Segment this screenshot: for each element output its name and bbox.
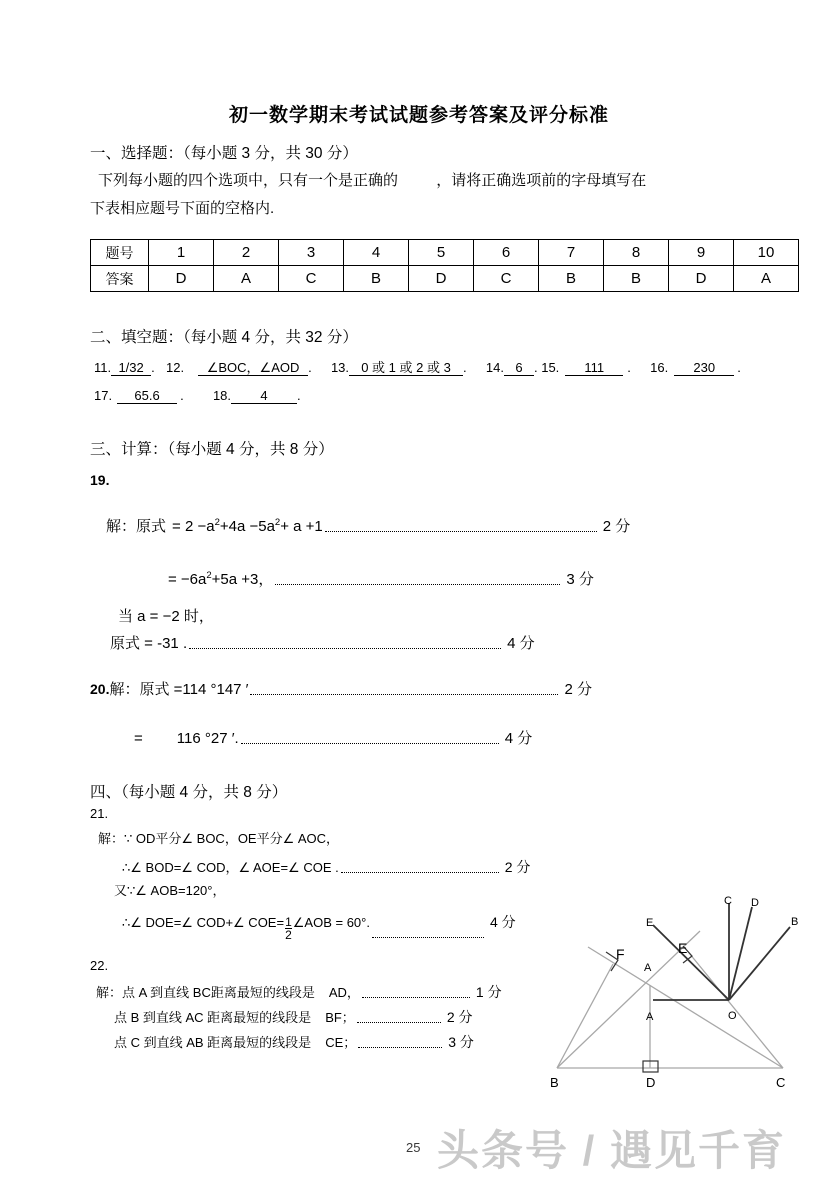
question-19-line-2	[168, 568, 594, 589]
dotted-leader	[241, 736, 499, 744]
q20-score-line-1: 2 分	[564, 681, 592, 698]
table-cell: B	[604, 266, 669, 292]
q19-expr-part-b: +4a −5a	[219, 518, 275, 535]
label-angle-o: O	[728, 1010, 737, 1022]
q19-exponent-b: 2	[274, 517, 281, 528]
q19-expr-part-a: = 2 −a	[172, 518, 215, 535]
q20-solution-line-1: 解：原式 =114 °147 ′	[109, 681, 249, 698]
figure-label-group	[550, 895, 798, 1090]
dotted-leader	[357, 1015, 441, 1023]
table-cell: A	[734, 266, 799, 292]
fill-item-17-label: 17.	[94, 388, 113, 403]
table-cell: B	[344, 266, 409, 292]
q20-final-value: 116 °27 ′.	[176, 730, 239, 747]
q19-expression-1	[172, 517, 323, 535]
section-1-instruction-line-2: 下表相应题号下面的空格内.	[90, 200, 275, 217]
fill-item-15-value: 111	[565, 361, 623, 376]
q22-score-3: 3 分	[448, 1034, 474, 1050]
dotted-leader	[372, 930, 484, 938]
table-row-answers	[91, 266, 799, 292]
fill-item-18-label: 18.	[212, 388, 232, 403]
table-cell: 3	[279, 240, 344, 266]
fraction-one-half	[285, 916, 292, 941]
dotted-leader	[341, 865, 499, 873]
label-triangle-d: D	[646, 1075, 656, 1090]
section-3-heading: 三、计算：（每小题 4 分，共 8 分）	[90, 441, 334, 458]
segment-ca-extended-to-f	[588, 947, 783, 1068]
label-triangle-a-upper: A	[644, 962, 652, 974]
label-triangle-c: C	[776, 1075, 786, 1090]
watermark: 头条号 / 遇见千育	[437, 1127, 787, 1174]
altitude-bf	[557, 964, 613, 1068]
table-cell: B	[539, 266, 604, 292]
table-row-question-numbers	[91, 240, 799, 266]
q22-statement-3: 点 C 到直线 AB 距离最短的线段是	[114, 1035, 312, 1050]
fill-item-14-label: 14.	[485, 360, 504, 375]
fill-item-14-value: 6	[504, 361, 534, 376]
table-cell: 4	[344, 240, 409, 266]
q22-answer-3: CE；	[325, 1035, 357, 1050]
table-cell: D	[669, 266, 734, 292]
question-19-line-4	[110, 632, 535, 653]
q21-conclusion-prefix: ∴∠ DOE=∠ COD+∠ COE=	[122, 915, 285, 930]
label-triangle-e: E	[678, 940, 688, 956]
section-1-instruction-line-1	[98, 172, 646, 191]
label-triangle-a-lower: A	[646, 1011, 654, 1023]
fill-item-15-label: 15.	[541, 360, 560, 375]
section-4-heading: 四、（每小题 4 分，共 8 分）	[90, 784, 288, 801]
question-19-number: 19.	[90, 472, 110, 488]
fraction-denominator: 2	[285, 928, 292, 942]
q19-exponent-a: 2	[214, 517, 220, 528]
fill-item-14-tail: .	[533, 360, 538, 375]
q22-answer-2: BF；	[325, 1010, 355, 1025]
fraction-numerator: 1	[285, 915, 292, 929]
fill-item-12-value: ∠BOC，∠AOD	[198, 361, 308, 376]
table-cell: A	[214, 266, 279, 292]
page-number: 25	[406, 1140, 421, 1155]
question-22-number: 22.	[90, 958, 109, 973]
fill-item-15-tail: .	[627, 360, 631, 375]
q22-statement-1: 解：点 A 到直线 BC距离最短的线段是	[96, 985, 315, 1000]
q19-expr2-part-a: = −6a	[168, 571, 207, 588]
label-angle-e: E	[646, 917, 654, 929]
question-19-line-3: 当 a = −2 时，	[118, 608, 214, 625]
fill-item-11-label: 11.	[94, 360, 112, 375]
question-21-number: 21.	[90, 806, 109, 821]
instruction-text-a: 下列每小题的四个选项中，只有一个是正确的	[98, 172, 399, 189]
label-triangle-f: F	[616, 946, 625, 962]
altitude-ce	[685, 948, 783, 1068]
fill-item-13-tail: .	[463, 360, 467, 375]
fill-item-12-label: 12.	[165, 360, 185, 375]
row-header-question: 题号	[91, 240, 149, 266]
table-cell: 7	[539, 240, 604, 266]
question-19-line-1	[106, 515, 630, 536]
table-cell: 8	[604, 240, 669, 266]
fill-in-row-2	[94, 388, 301, 404]
q19-exponent-c: 2	[206, 570, 212, 581]
angle-diagram-group	[653, 903, 790, 1000]
table-cell: D	[409, 266, 474, 292]
fill-item-11-value: 1/32	[111, 361, 151, 376]
question-20-line-1	[90, 678, 592, 699]
q20-score-line-2: 4 分	[504, 730, 533, 747]
q22-score-2: 2 分	[446, 1009, 473, 1025]
q19-expression-2	[168, 568, 273, 589]
q22-score-1: 1 分	[475, 984, 502, 1000]
q22-answer-1: AD，	[328, 985, 360, 1000]
ray-oe	[653, 925, 729, 1000]
fill-item-16-label: 16.	[650, 360, 669, 375]
q19-solution-prefix: 解：原式	[106, 518, 167, 535]
question-21-line-4	[122, 912, 516, 942]
fill-item-13-value: 0 或 1 或 2 或 3	[349, 361, 463, 376]
dotted-leader	[362, 990, 470, 998]
label-triangle-b: B	[550, 1075, 559, 1090]
q21-score-line-4: 4 分	[489, 914, 516, 930]
fill-item-16-tail: .	[737, 360, 741, 375]
fill-item-16-value: 230	[674, 361, 734, 376]
dotted-leader	[189, 641, 501, 649]
fill-item-12-tail: .	[308, 360, 312, 375]
label-angle-b: B	[791, 916, 799, 928]
table-cell: 9	[669, 240, 734, 266]
label-angle-c: C	[724, 895, 732, 907]
geometry-figure	[540, 895, 838, 1110]
instruction-text-b: ，请将正确选项前的字母填写在	[436, 172, 647, 189]
fill-item-18-value: 4	[231, 389, 297, 404]
question-20-number: 20.	[90, 681, 110, 697]
geometry-figure-svg	[540, 895, 838, 1110]
table-cell: 2	[214, 240, 279, 266]
q20-equals-sign: =	[134, 730, 143, 747]
question-22-line-3	[114, 1032, 474, 1052]
row-header-answer: 答案	[91, 266, 149, 292]
q21-conclusion-suffix: ∠AOB = 60°.	[292, 915, 370, 930]
question-21-line-3: 又∵∠ AOB=120°，	[114, 883, 226, 898]
dotted-leader	[358, 1040, 442, 1048]
q22-statement-2: 点 B 到直线 AC 距离最短的线段是	[114, 1010, 312, 1025]
q19-score-line-1: 2 分	[602, 518, 631, 535]
question-22-line-2	[114, 1007, 473, 1027]
table-cell: D	[149, 266, 214, 292]
q19-score-line-2: 3 分	[566, 571, 594, 588]
dotted-leader	[325, 524, 597, 532]
answer-table	[90, 239, 799, 292]
table-cell: 6	[474, 240, 539, 266]
label-angle-d: D	[751, 897, 759, 909]
question-22-line-1	[96, 982, 502, 1002]
dotted-leader	[250, 687, 558, 695]
q19-final-value: 原式 = -31 .	[110, 635, 188, 652]
fill-item-18-tail: .	[297, 388, 301, 403]
section-1-heading: 一、选择题：（每小题 3 分，共 30 分）	[90, 145, 358, 162]
table-cell: 10	[734, 240, 799, 266]
q19-expr2-part-b: +5a +3，	[211, 571, 274, 588]
section-2-heading: 二、填空题：（每小题 4 分，共 32 分）	[90, 329, 358, 346]
question-21-line-2	[122, 857, 530, 877]
fill-item-11-tail: .	[151, 360, 155, 375]
fill-item-13-label: 13.	[330, 360, 350, 375]
fill-item-17-tail: .	[180, 388, 184, 403]
question-21-line-1: 解：∵ OD平分∠ BOC，OE平分∠ AOC，	[98, 831, 340, 846]
dotted-leader	[275, 577, 560, 585]
q21-statement-2: ∴∠ BOD=∠ COD，∠ AOE=∠ COE .	[122, 860, 339, 875]
table-cell: 1	[149, 240, 214, 266]
table-cell: C	[279, 266, 344, 292]
q19-expr-part-c: + a +1	[280, 518, 323, 535]
page-title: 初一数学期末考试试题参考答案及评分标准	[228, 105, 609, 126]
fill-item-17-value: 65.6	[117, 389, 177, 404]
table-cell: C	[474, 266, 539, 292]
q19-score-line-4: 4 分	[507, 635, 535, 652]
q21-score-line-2: 2 分	[504, 859, 531, 875]
fill-in-row-1	[94, 360, 741, 376]
table-cell: 5	[409, 240, 474, 266]
question-20-line-2	[134, 727, 532, 748]
